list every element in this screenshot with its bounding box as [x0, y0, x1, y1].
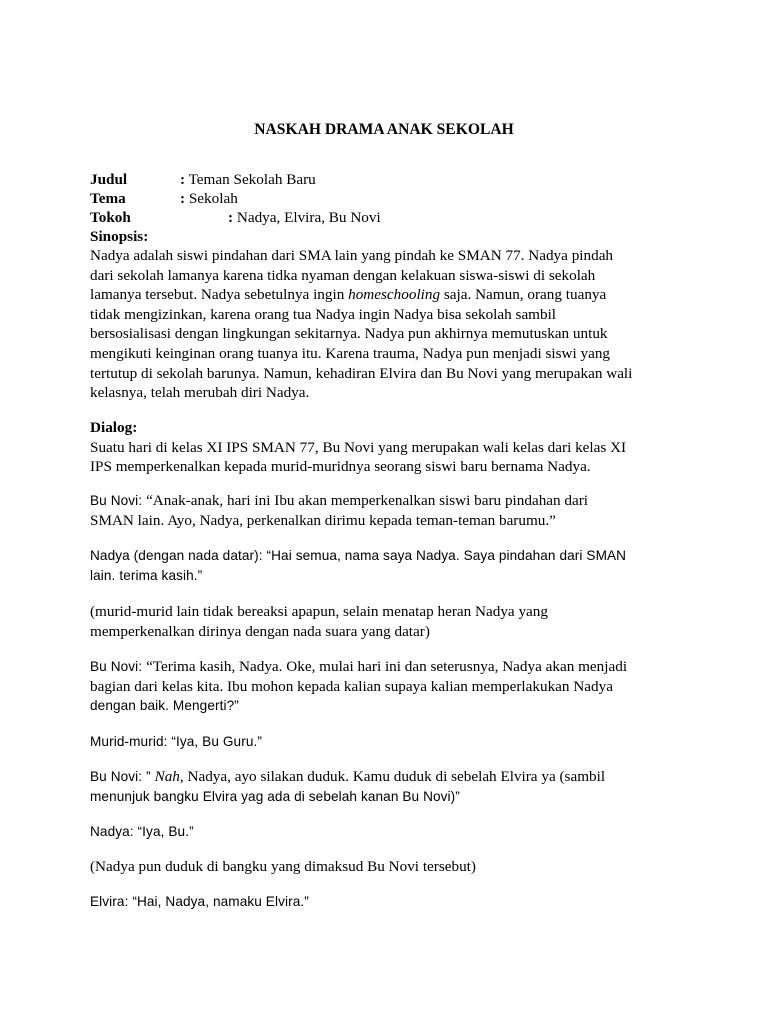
dialog-paragraph — [90, 732, 690, 752]
dialog-line: Murid-murid: “Iya, Bu Guru.” — [90, 734, 263, 749]
sinopsis-line: mengikuti keinginan orang tuanya itu. Karena trauma, Nadya pun menjadi siswi yang — [90, 344, 611, 362]
stage-direction — [90, 857, 690, 877]
meta-tokoh — [90, 208, 690, 227]
tokoh-value-wrap — [228, 208, 381, 228]
speaker: Bu Novi: ” — [90, 769, 155, 784]
dialog-line: (Nadya pun duduk di bangku yang dimaksud Bu Novi tersebut) — [90, 858, 476, 875]
dialog-line: bagian dari kelas kita. Ibu mohon kepada kalian supaya kalian memperlakukan Nadya — [90, 677, 613, 695]
sinopsis-line: tertutup di sekolah barunya. Namun, kehadiran Elvira dan Bu Novi yang merupakan wali — [90, 364, 633, 382]
sinopsis-line: tidak mengizinkan, karena orang tua Nadya ingin Nadya bisa sekolah sambil — [90, 305, 557, 323]
dialog-intro-line: IPS memperkenalkan kepada murid-muridnya seorang siswi baru bernama Nadya. — [90, 458, 591, 476]
dialog-paragraph — [90, 546, 690, 585]
sinopsis-line: bersosialisasi dengan lingkungan sekitarnya. Nadya pun akhirnya memutuskan untuk — [90, 325, 608, 343]
document-title: NASKAH DRAMA ANAK SEKOLAH — [254, 121, 514, 138]
dialog-line: dengan baik. Mengerti?” — [90, 698, 239, 714]
text-run: “Anak-anak, hari ini Ibu akan memperkenalkan siswi baru pindahan dari — [146, 492, 589, 509]
dialog-section — [90, 418, 690, 477]
dialog-line — [90, 767, 690, 787]
colon: : — [180, 190, 186, 207]
sinopsis-line: dari sekolah lamanya karena tidka nyaman dengan kelakuan siswa-siswi di sekolah — [90, 266, 596, 284]
colon: : — [180, 171, 186, 188]
meta-judul — [90, 170, 690, 189]
dialog-line — [90, 657, 690, 677]
dialog-paragraph — [90, 822, 690, 842]
dialog-line: Elvira: “Hai, Nadya, namaku Elvira.” — [90, 894, 309, 909]
text-run: lamanya tersebut. Nadya sebetulnya ingin — [90, 286, 349, 304]
dialog-line: Nadya: “Iya, Bu.” — [90, 824, 194, 839]
dialog-paragraph — [90, 657, 690, 716]
italic-term: homeschooling — [348, 286, 441, 304]
tokoh-value: Nadya, Elvira, Bu Novi — [236, 209, 381, 226]
dialog-line: Nadya (dengan nada datar): “Hai semua, nama saya Nadya. Saya pindahan dari SMAN — [90, 548, 627, 563]
judul-value: Teman Sekolah Baru — [188, 171, 316, 188]
dialog-line: lain. terima kasih.” — [90, 567, 203, 583]
text-run: Nadya, ayo silakan duduk. Kamu duduk di sebelah Elvira ya (sambil — [183, 768, 606, 785]
dialog-intro-line: Suatu hari di kelas XI IPS SMAN 77, Bu Novi yang merupakan wali kelas dari kelas XI — [90, 438, 627, 456]
stage-direction — [90, 602, 690, 641]
tokoh-label: Tokoh — [90, 209, 131, 226]
text-run: “Terima kasih, Nadya. Oke, mulai hari ini dan seterusnya, Nadya akan menjadi — [146, 658, 628, 675]
italic-term: Nah, — [154, 768, 184, 785]
dialog-label: Dialog: — [90, 419, 138, 436]
tema-value: Sekolah — [188, 190, 238, 207]
tema-label: Tema — [90, 190, 126, 207]
speaker: Bu Novi: — [90, 493, 147, 508]
dialog-paragraph — [90, 892, 690, 912]
dialog-line: SMAN lain. Ayo, Nadya, perkenalkan dirimu kepada teman-teman barumu.” — [90, 511, 556, 529]
dialog-paragraph — [90, 767, 690, 806]
tema-value-wrap — [180, 189, 238, 209]
sinopsis-line — [90, 285, 690, 305]
judul-label: Judul — [90, 171, 128, 188]
dialog-paragraph — [90, 491, 690, 530]
sinopsis-line: Nadya adalah siswi pindahan dari SMA lain yang pindah ke SMAN 77. Nadya pindah — [90, 247, 614, 264]
sinopsis-body — [90, 246, 690, 403]
metadata-block — [90, 170, 690, 403]
dialog-line: memperkenalkan dirinya dengan nada suara yang datar) — [90, 622, 430, 640]
dialog-line: (murid-murid lain tidak bereaksi apapun, selain menatap heran Nadya yang — [90, 603, 548, 620]
judul-value-wrap — [180, 170, 316, 190]
speaker: Bu Novi: — [90, 659, 147, 674]
sinopsis-line: kelasnya, telah merubah diri Nadya. — [90, 384, 310, 402]
colon: : — [228, 209, 234, 226]
dialog-line: menunjuk bangku Elvira yag ada di sebelah kanan Bu Novi)” — [90, 788, 460, 804]
sinopsis-label: Sinopsis: — [90, 228, 149, 245]
meta-tema — [90, 189, 690, 208]
dialog-line — [90, 491, 690, 511]
text-run: saja. Namun, orang tuanya — [440, 286, 607, 304]
